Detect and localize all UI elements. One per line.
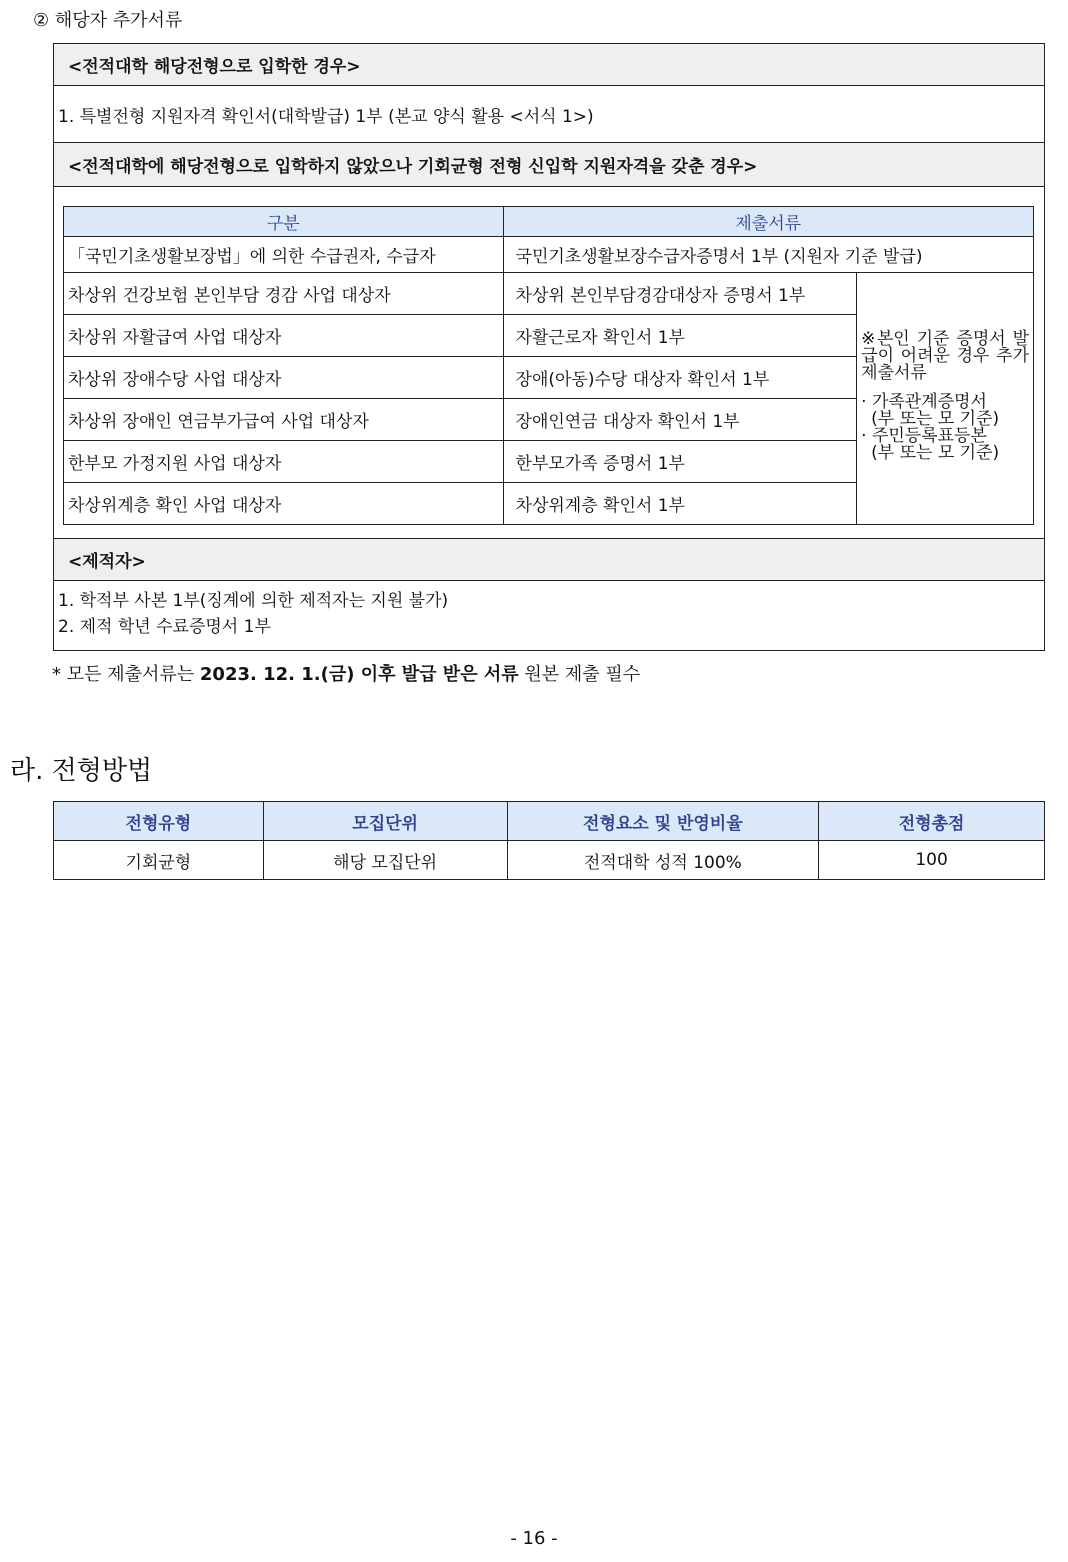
page-number: - 16 - [510, 1528, 558, 1549]
footnote [52, 660, 640, 686]
section3-title: <제적자> [54, 539, 1044, 581]
section1-item: 1. 특별전형 지원자격 확인서(대학발급) 1부 (본교 양식 활용 <서식 1>) [54, 86, 1044, 143]
method-header-type: 전형유형 [54, 802, 264, 841]
method-table [53, 801, 1045, 880]
method-cell-type: 기회균형 [54, 841, 264, 880]
subsection-heading: ② 해당자 추가서류 [33, 10, 183, 31]
footnote-prefix: * 모든 제출서류는 [52, 664, 200, 685]
table-cell-docs: 장애(아동)수당 대상자 확인서 1부 [503, 357, 857, 399]
table-cell-category: 차상위 자활급여 사업 대상자 [64, 315, 504, 357]
footnote-emphasis: 2023. 12. 1.(금) 이후 발급 받은 서류 [199, 664, 519, 685]
section1-title: <전적대학 해당전형으로 입학한 경우> [54, 44, 1044, 86]
section2-title: <전적대학에 해당전형으로 입학하지 않았으나 기회균형 전형 신입학 지원자격을 갖춘 경우> [54, 143, 1044, 187]
table-cell-docs: 장애인연금 대상자 확인서 1부 [503, 399, 857, 441]
additional-documents-note [857, 273, 1034, 525]
table-cell-docs: 자활근로자 확인서 1부 [503, 315, 857, 357]
note-line-4: · 주민등록표등본 [861, 426, 987, 446]
footnote-suffix: 원본 제출 필수 [518, 664, 641, 685]
note-line-3: (부 또는 모 기준) [871, 409, 1000, 429]
method-cell-elements: 전적대학 성적 100% [507, 841, 819, 880]
qualification-table [63, 206, 1034, 525]
table-cell-category: 차상위 장애수당 사업 대상자 [64, 357, 504, 399]
section3-item-2: 2. 제적 학년 수료증명서 1부 [58, 617, 271, 637]
table-cell-docs: 차상위 본인부담경감대상자 증명서 1부 [503, 273, 857, 315]
method-cell-total: 100 [819, 841, 1045, 880]
note-line-5: (부 또는 모 기준) [871, 443, 1000, 463]
note-line-2: · 가족관계증명서 [861, 392, 987, 412]
section3-item-1: 1. 학적부 사본 1부(징계에 의한 제적자는 지원 불가) [58, 591, 449, 611]
table-cell-category: 「국민기초생활보장법」에 의한 수급권자, 수급자 [64, 237, 504, 273]
table-cell-category: 차상위 건강보험 본인부담 경감 사업 대상자 [64, 273, 504, 315]
table-cell-category: 차상위 장애인 연금부가급여 사업 대상자 [64, 399, 504, 441]
table-cell-category: 한부모 가정지원 사업 대상자 [64, 441, 504, 483]
table-cell-docs: 한부모가족 증명서 1부 [503, 441, 857, 483]
method-header-elements: 전형요소 및 반영비율 [507, 802, 819, 841]
method-cell-unit: 해당 모집단위 [263, 841, 507, 880]
table-cell-category: 차상위계층 확인 사업 대상자 [64, 483, 504, 525]
method-header-total: 전형총점 [819, 802, 1045, 841]
header-documents: 제출서류 [503, 207, 1033, 237]
header-category: 구분 [64, 207, 504, 237]
method-header-unit: 모집단위 [263, 802, 507, 841]
table-cell-docs: 차상위계층 확인서 1부 [503, 483, 857, 525]
table-cell-docs: 국민기초생활보장수급자증명서 1부 (지원자 기준 발급) [503, 237, 1033, 273]
note-line-1: ※본인 기준 증명서 발급이 어려운 경우 추가 제출서류 [861, 329, 1029, 383]
method-section-title: 라. 전형방법 [10, 756, 153, 786]
